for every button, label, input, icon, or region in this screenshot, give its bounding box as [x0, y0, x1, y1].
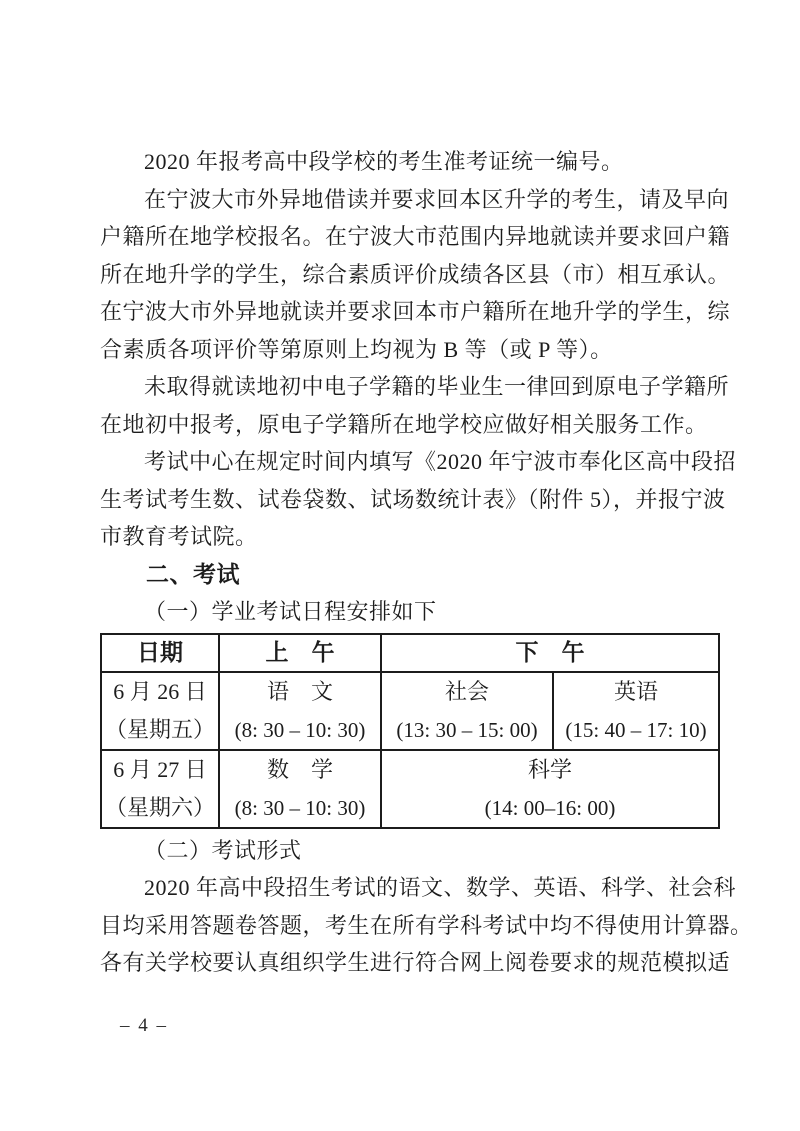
- paragraph-line: 在宁波大市外异地借读并要求回本区升学的考生，请及早向: [144, 186, 730, 212]
- date-text: 6 月 27 日: [113, 756, 207, 782]
- header-cell-date: 日期: [101, 634, 219, 672]
- time-text: (14: 00–16: 00): [484, 795, 616, 820]
- subject-cell-social: [381, 672, 553, 750]
- paragraph-line: 所在地升学的学生，综合素质评价成绩各区县（市）相互承认。: [100, 261, 731, 287]
- subsection-heading-format: （二）考试形式: [144, 837, 302, 863]
- weekday-text: （星期五）: [104, 716, 215, 742]
- paragraph-line: 市教育考试院。: [100, 524, 258, 549]
- table-header-row: [101, 634, 719, 672]
- paragraph-line: 在宁波大市外异地就读并要求回本市户籍所在地升学的学生，综: [100, 299, 731, 324]
- header-cell-morning: 上 午: [219, 634, 381, 672]
- subject-cell-chinese: [219, 672, 381, 750]
- paragraph-line: 生考试考生数、试卷袋数、试场数统计表》（附件 5），并报宁波: [100, 486, 726, 512]
- paragraph-line: 考试中心在规定时间内填写《2020 年宁波市奉化区高中段招: [144, 449, 737, 474]
- paragraph-line: 目均采用答题卷答题，考生在所有学科考试中均不得使用计算器。: [100, 912, 753, 938]
- subsection-heading-schedule: （一）学业考试日程安排如下: [144, 599, 437, 624]
- time-text: (8: 30 – 10: 30): [234, 717, 366, 742]
- paragraph-line: 2020 年高中段招生考试的语文、数学、英语、科学、社会科: [144, 875, 737, 900]
- table-row: [101, 750, 719, 828]
- table-row: [101, 672, 719, 750]
- subject-text: 科学: [527, 756, 572, 782]
- paragraph-line: 2020 年报考高中段学校的考生准考证统一编号。: [144, 149, 624, 174]
- paragraph-line: 合素质各项评价等第原则上均视为 B 等（或 P 等）。: [100, 336, 613, 362]
- paragraph-line: 各有关学校要认真组织学生进行符合网上阅卷要求的规范模拟适: [100, 950, 731, 975]
- section-heading-exam: 二、考试: [146, 560, 240, 587]
- subject-text: 英语: [613, 678, 658, 704]
- page-number: – 4 –: [120, 1014, 168, 1036]
- subject-text: 社会: [444, 678, 489, 704]
- date-cell: [101, 672, 219, 750]
- subject-cell-english: [553, 672, 719, 750]
- date-cell: [101, 750, 219, 828]
- subject-cell-math: [219, 750, 381, 828]
- subject-cell-science: [381, 750, 719, 828]
- date-text: 6 月 26 日: [113, 678, 207, 704]
- subject-text: 语 文: [266, 678, 333, 704]
- header-cell-afternoon: 下 午: [381, 634, 719, 672]
- paragraph-line: 在地初中报考，原电子学籍所在地学校应做好相关服务工作。: [100, 411, 708, 437]
- weekday-text: （星期六）: [104, 794, 215, 820]
- subject-text: 数 学: [266, 756, 333, 782]
- time-text: (13: 30 – 15: 00): [396, 717, 538, 742]
- time-text: (8: 30 – 10: 30): [234, 795, 366, 820]
- paragraph-line: 户籍所在地学校报名。在宁波大市范围内异地就读并要求回户籍: [100, 224, 731, 249]
- paragraph-line: 未取得就读地初中电子学籍的毕业生一律回到原电子学籍所: [144, 374, 730, 399]
- time-text: (15: 40 – 17: 10): [565, 717, 707, 742]
- exam-schedule-table: [100, 633, 720, 829]
